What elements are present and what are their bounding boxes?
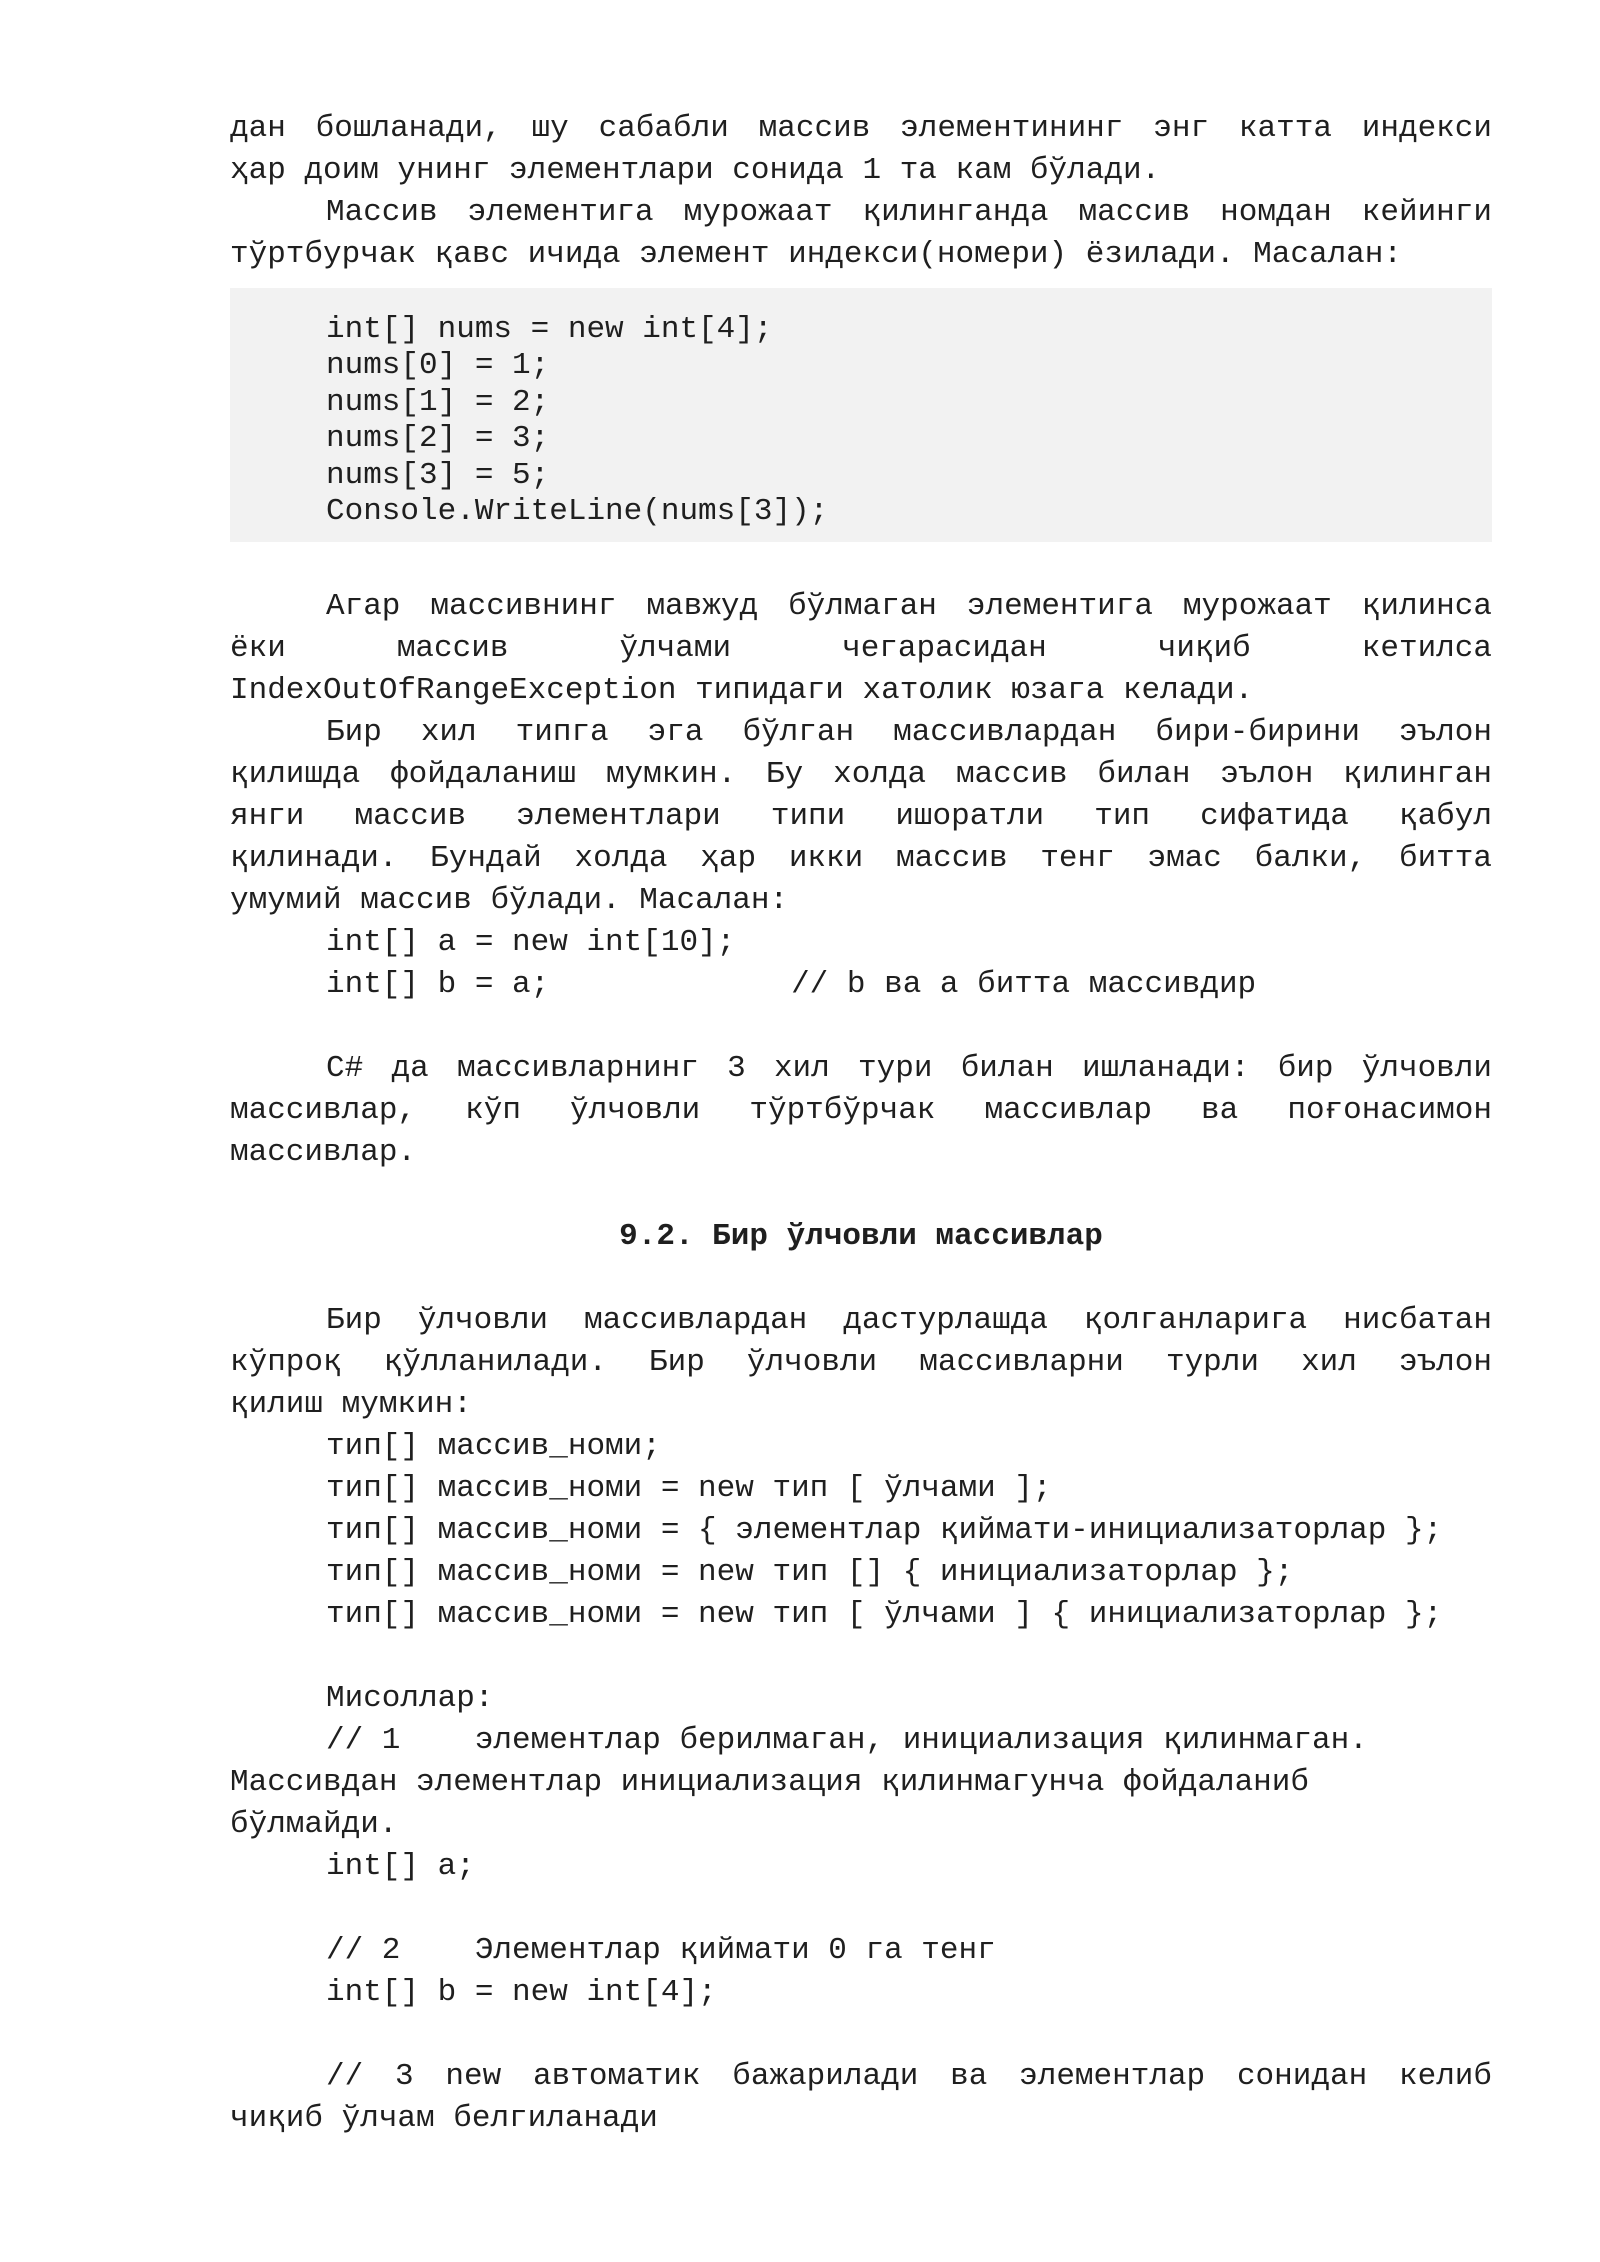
text-line: кўпроқ қўлланилади. Бир ўлчовли массивларни турли хил эълон — [230, 1345, 1492, 1380]
text-line: int[] a = new int[10]; — [326, 925, 736, 960]
text-line: // 2 Элементлар қиймати 0 га тенг — [326, 1933, 996, 1968]
text-line: ёки массив ўлчами чегарасидан чиқиб кетилса — [230, 631, 1492, 666]
blank-line — [230, 1888, 1492, 1930]
code-line: nums[3] = 5; — [326, 457, 550, 493]
text-line: C# да массивларнинг 3 хил тури билан ишланади: бир ўлчовли — [326, 1051, 1492, 1086]
text-line: тип[] массив_номи = new тип [ ўлчами ] { инициализаторлар }; — [326, 1597, 1443, 1632]
text-line: Массивдан элементлар инициализация қилинмагунча фойдаланиб — [230, 1765, 1309, 1800]
text-line: тип[] массив_номи = { элементлар қиймати-инициализаторлар }; — [326, 1513, 1443, 1548]
paragraph-block-intro — [230, 108, 1492, 276]
code-line: Console.WriteLine(nums[3]); — [326, 493, 829, 529]
text-line: тип[] массив_номи = new тип [ ўлчами ]; — [326, 1471, 1052, 1506]
code-line: nums[2] = 3; — [326, 421, 550, 457]
text-line: қилиш мумкин: — [230, 1387, 472, 1422]
code-line: nums[0] = 1; — [326, 348, 550, 384]
blank-line — [230, 1636, 1492, 1678]
text-line: тип[] массив_номи; — [326, 1429, 661, 1464]
text-line: ҳар доим унинг элементлари сонида 1 та кам бўлади. — [230, 153, 1161, 188]
text-line: янги массив элементлари типи ишоратли тип сифатида қабул — [230, 799, 1492, 834]
text-line: // 3 new автоматик бажарилади ва элементлар сонидан келиб — [326, 2059, 1492, 2094]
text-line: Бир хил типга эга бўлган массивлардан бири-бирини эълон — [326, 715, 1492, 750]
text-line: int[] a; — [326, 1849, 475, 1884]
text-line: Бир ўлчовли массивлардан дастурлашда қолганларига нисбатан — [326, 1303, 1492, 1338]
text-line: Мисоллар: — [326, 1681, 494, 1716]
text-line: дан бошланади, шу сабабли массив элементининг энг катта индекси — [230, 111, 1492, 146]
spacer — [230, 1174, 1492, 1216]
text-line: Агар массивнинг мавжуд бўлмаган элементига мурожаат қилинса — [326, 589, 1492, 624]
text-line: Массив элементига мурожаат қилинганда массив номдан кейинги — [326, 195, 1492, 230]
code-line: nums[1] = 2; — [326, 384, 550, 420]
blank-line — [230, 1006, 1492, 1048]
text-line: қилинади. Бундай холда ҳар икки массив тенг эмас балки, битта — [230, 841, 1492, 876]
text-line: қилишда фойдаланиш мумкин. Бу холда массив билан эълон қилинган — [230, 757, 1492, 792]
text-line: int[] b = a; // b ва a битта массивдир — [326, 967, 1257, 1002]
paragraph-block-one-dim-arrays — [230, 1300, 1492, 2140]
code-line: int[] nums = new int[4]; — [326, 312, 773, 347]
text-line: умумий массив бўлади. Масалан: — [230, 883, 789, 918]
code-block — [230, 288, 1492, 542]
text-line: чиқиб ўлчам белгиланади — [230, 2101, 658, 2136]
document-page — [230, 108, 1492, 2140]
text-line: тип[] массив_номи = new тип [] { инициализаторлар }; — [326, 1555, 1294, 1590]
text-line: массивлар, кўп ўлчовли тўртбўрчак массивлар ва поғонасимон — [230, 1093, 1492, 1128]
text-line: int[] b = new int[4]; — [326, 1975, 717, 2010]
text-line: массивлар. — [230, 1135, 417, 1170]
section-heading: 9.2. Бир ўлчовли массивлар — [619, 1219, 1103, 1254]
text-line: тўртбурчак қавс ичида элемент индекси(номери) ёзилади. Масалан: — [230, 237, 1402, 272]
text-line: бўлмайди. — [230, 1807, 398, 1842]
text-line: // 1 элементлар берилмаган, инициализация қилинмаган. — [326, 1723, 1368, 1758]
blank-line — [230, 2014, 1492, 2056]
text-line: IndexOutOfRangeException типидаги хатолик юзага келади. — [230, 673, 1254, 708]
spacer — [230, 1258, 1492, 1300]
paragraph-block-errors — [230, 586, 1492, 1174]
